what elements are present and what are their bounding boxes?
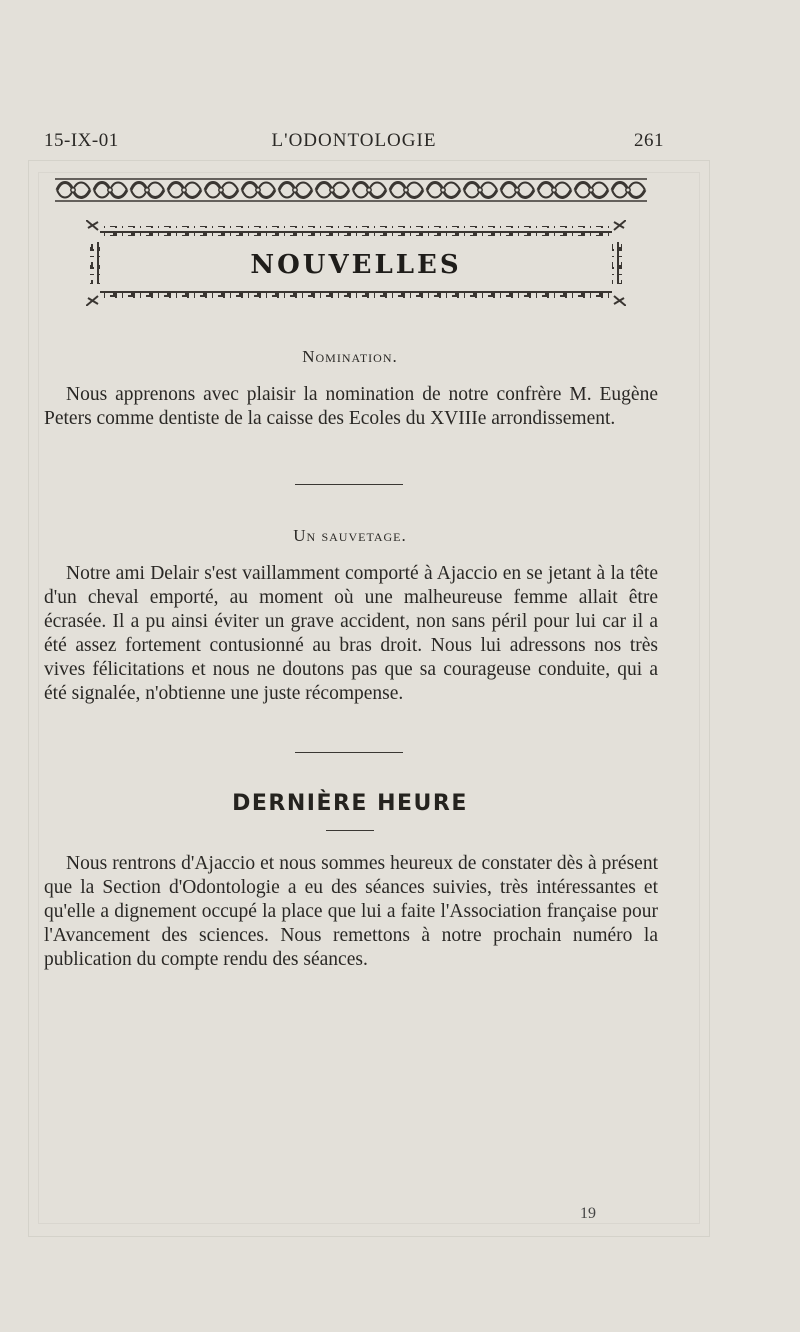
article-heading-nomination: Nomination. [302,347,398,366]
ornamental-band [55,178,647,202]
running-header [44,130,664,160]
article-text-nomination: Nous apprenons avec plaisir la nomination de notre confrère M. Eugène Peters comme dentiste de la caisse des Ecoles du XVIIIe arrondissement. [44,384,658,429]
header-date: 15-IX-01 [44,130,119,151]
section-divider [295,752,403,753]
header-page-number: 261 [634,130,664,151]
latest-news-text: Nous rentrons d'Ajaccio et nous sommes heureux de constater dès à présent que la Section d'Odontologie a eu des séances suivies, très intéressantes et qu'elle a dignement occupé la place que lui a faite l'Association française pour l'Avancement des sciences. Nous remettons à notre prochain numéro la publication du compte rendu des séances. [44,853,658,970]
header-journal-title: L'ODONTOLOGIE [271,130,437,151]
section-divider [295,484,403,485]
signature-mark: 19 [580,1205,596,1222]
section-title: NOUVELLES [250,250,462,280]
article-text-sauvetage: Notre ami Delair s'est vaillamment comporté à Ajaccio en se jetant à la tête d'un cheval emporté, au moment où une malheureuse femme allait être écrasée. Il a pu ainsi éviter un grave accident, non sans péril pour lui car il a été assez fortement contusionné au bras droit. Nous lui adressons nos très vives félicitations et nous ne doutons pas que sa courageuse conduite, qui a été signalée, n'obtienne une juste récompense. [44,563,658,704]
latest-news-heading: DERNIÈRE HEURE [232,791,468,816]
section-title-box [86,220,626,306]
heading-underline [326,830,374,831]
article-heading-sauvetage: Un sauvetage. [293,526,407,545]
